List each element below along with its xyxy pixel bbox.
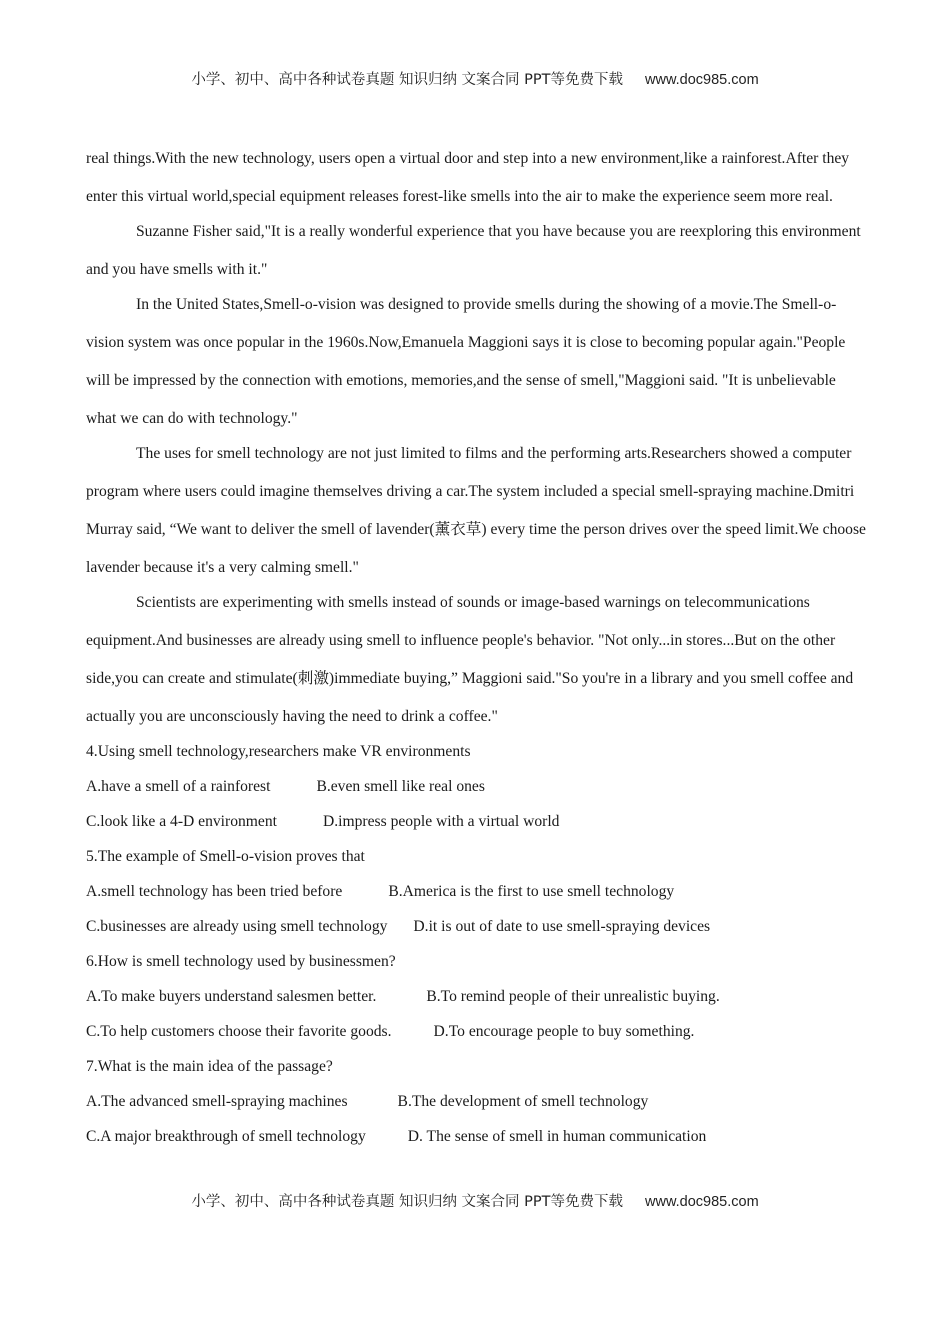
passage-paragraph-2: Suzanne Fisher said,"It is a really wonderful experience that you have because you are reexploring this environment and you have smells with it." <box>86 223 861 278</box>
question-4-option-c: C.look like a 4-D environment <box>86 813 277 830</box>
question-6-option-a: A.To make buyers understand salesmen better. <box>86 988 377 1005</box>
document-body <box>86 140 866 1154</box>
question-5-option-b: B.America is the first to use smell technology <box>388 883 675 900</box>
question-4-options-row-2 <box>86 804 866 839</box>
passage-paragraph-4: The uses for smell technology are not just limited to films and the performing arts.Researchers showed a computer program where users could imagine themselves driving a car.The system included a special smell-spraying machine.Dmitri Murray said, “We want to deliver the smell of lavender(薰衣草) every time the person drives over the speed limit.We choose lavender because it's a very calming smell." <box>86 445 866 576</box>
question-6-options-row-2 <box>86 1014 866 1049</box>
question-4-option-a: A.have a smell of a rainforest <box>86 778 271 795</box>
question-4-option-b: B.even smell like real ones <box>316 778 485 795</box>
question-7-option-d: D. The sense of smell in human communication <box>407 1128 707 1145</box>
page-header <box>0 68 950 89</box>
question-7-stem: 7.What is the main idea of the passage? <box>86 1058 333 1075</box>
question-5-options-row-2 <box>86 909 866 944</box>
passage-paragraph-5: Scientists are experimenting with smells instead of sounds or image-based warnings on telecommunications equipment.And businesses are already using smell to influence people's behavior. "Not only...in stores...But on the other side,you can create and stimulate(刺激)immediate buying,” Maggioni said."So you're in a library and you smell coffee and actually you are unconsciously having the need to drink a coffee." <box>86 594 854 725</box>
header-text: 小学、初中、高中各种试卷真题 知识归纳 文案合同 PPT等免费下载 <box>191 72 624 88</box>
question-4-stem: 4.Using smell technology,researchers make VR environments <box>86 743 471 760</box>
passage-paragraph-1: real things.With the new technology, users open a virtual door and step into a new environment,like a rainforest.After they enter this virtual world,special equipment releases forest-like smells into the air to make the experience seem more real. <box>86 150 850 205</box>
footer-text: 小学、初中、高中各种试卷真题 知识归纳 文案合同 PPT等免费下载 <box>191 1194 624 1210</box>
question-6-option-c: C.To help customers choose their favorite goods. <box>86 1023 392 1040</box>
question-7-option-b: B.The development of smell technology <box>397 1093 649 1110</box>
question-5-option-a: A.smell technology has been tried before <box>86 883 343 900</box>
question-6-option-d: D.To encourage people to buy something. <box>433 1023 695 1040</box>
question-5-option-d: D.it is out of date to use smell-spraying devices <box>413 918 711 935</box>
question-4-option-d: D.impress people with a virtual world <box>323 813 560 830</box>
header-url[interactable]: www.doc985.com <box>645 72 759 88</box>
passage-paragraph-3: In the United States,Smell-o-vision was designed to provide smells during the showing of a movie.The Smell-o-vision system was once popular in the 1960s.Now,Emanuela Maggioni says it is close to becoming popular again."People will be impressed by the connection with emotions, memories,and the sense of smell,"Maggioni said. "It is unbelievable what we can do with technology." <box>86 296 846 427</box>
question-5-stem: 5.The example of Smell-o-vision proves that <box>86 848 365 865</box>
question-5-options-row-1 <box>86 874 866 909</box>
question-4-options-row-1 <box>86 769 866 804</box>
page-footer <box>0 1190 950 1211</box>
question-5-option-c: C.businesses are already using smell technology <box>86 918 388 935</box>
question-7-options-row-1 <box>86 1084 866 1119</box>
question-7-option-c: C.A major breakthrough of smell technology <box>86 1128 366 1145</box>
question-7-option-a: A.The advanced smell-spraying machines <box>86 1093 348 1110</box>
question-7-options-row-2 <box>86 1119 866 1154</box>
question-6-option-b: B.To remind people of their unrealistic buying. <box>426 988 720 1005</box>
question-6-stem: 6.How is smell technology used by businessmen? <box>86 953 396 970</box>
footer-url[interactable]: www.doc985.com <box>645 1194 759 1210</box>
question-6-options-row-1 <box>86 979 866 1014</box>
